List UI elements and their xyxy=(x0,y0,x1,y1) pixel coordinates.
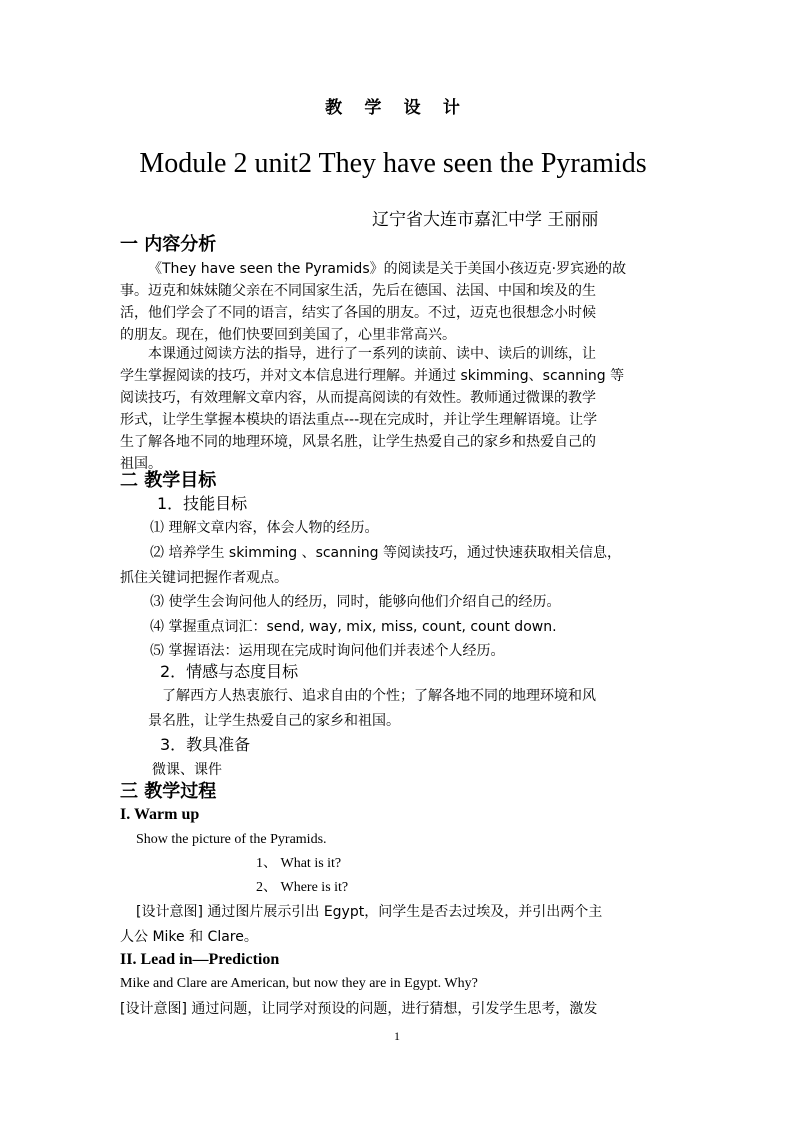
paragraph-line: 景名胜，让学生热爱自己的家乡和祖国。 xyxy=(148,713,400,729)
goal-item: ⑵ 培养学生 skimming 、scanning 等阅读技巧，通过快速获取相关信息， xyxy=(150,545,621,561)
paragraph-line: 生了解各地不同的地理环境，风景名胜，让学生热爱自己的家乡和热爱自己的 xyxy=(120,434,596,450)
paragraph-line: 了解西方人热衷旅行、追求自由的个性；了解各地不同的地理环境和风 xyxy=(162,688,596,704)
step-title-warm-up: I. Warm up xyxy=(120,806,200,823)
paragraph-line: 学生掌握阅读的技巧，并对文本信息进行理解。并通过 skimming、scanning 等 xyxy=(120,368,625,384)
section-heading-teaching-process: 三 教学过程 xyxy=(120,781,217,802)
subheading-teaching-tools: 3．教具准备 xyxy=(160,735,251,754)
section-heading-content-analysis: 一 内容分析 xyxy=(120,234,217,255)
page-number: 1 xyxy=(394,1029,400,1043)
step-text: Mike and Clare are American, but now they are in Egypt. Why? xyxy=(120,976,478,991)
goal-item: ⑸ 掌握语法：运用现在完成时询问他们并表述个人经历。 xyxy=(150,643,505,659)
step-title-lead-in: II. Lead in—Prediction xyxy=(120,951,280,968)
paragraph-line: 活，他们学会了不同的语言，结实了各国的朋友。不过，迈克也很想念小时候 xyxy=(120,305,596,321)
paragraph-line: 形式，让学生掌握本模块的语法重点---现在完成时，并让学生理解语境。让学 xyxy=(120,412,598,428)
paragraph-line: 阅读技巧，有效理解文章内容，从而提高阅读的有效性。教师通过微课的教学 xyxy=(120,390,596,406)
paragraph-line: 《They have seen the Pyramids》的阅读是关于美国小孩迈克·罗宾逊的故 xyxy=(148,261,627,277)
paragraph-line: 本课通过阅读方法的指导，进行了一系列的读前、读中、读后的训练，让 xyxy=(148,346,596,362)
subheading-emotion-goals: 2．情感与态度目标 xyxy=(160,662,299,681)
goal-item: ⑷ 掌握重点词汇：send, way, mix, miss, count, count down. xyxy=(150,619,557,635)
step-text: Show the picture of the Pyramids. xyxy=(136,832,327,847)
goal-item: ⑴ 理解文章内容，体会人物的经历。 xyxy=(150,520,379,536)
goal-item: 抓住关键词把握作者观点。 xyxy=(120,570,288,586)
document-title-en: Module 2 unit2 They have seen the Pyramids xyxy=(139,148,647,179)
question-item: 1、 What is it? xyxy=(256,856,342,871)
design-intent-line: [设计意图] 通过问题，让同学对预设的问题，进行猜想，引发学生思考，激发 xyxy=(120,1001,598,1017)
goal-item: ⑶ 使学生会询问他人的经历，同时，能够向他们介绍自己的经历。 xyxy=(150,594,561,610)
document-title-cn: 教 学 设 计 xyxy=(325,98,469,117)
section-heading-teaching-goals: 二 教学目标 xyxy=(120,470,217,491)
paragraph-line: 事。迈克和妹妹随父亲在不同国家生活，先后在德国、法国、中国和埃及的生 xyxy=(120,283,596,299)
subheading-skill-goals: 1．技能目标 xyxy=(157,494,248,513)
tools-text: 微课、课件 xyxy=(152,762,222,778)
design-intent-line: 人公 Mike 和 Clare。 xyxy=(120,929,258,945)
paragraph-line: 祖国。 xyxy=(120,456,162,472)
paragraph-line: 的朋友。现在，他们快要回到美国了，心里非常高兴。 xyxy=(120,327,456,343)
question-item: 2、 Where is it? xyxy=(256,880,349,895)
author-line: 辽宁省大连市嘉汇中学 王丽丽 xyxy=(372,210,599,230)
design-intent-line: [设计意图] 通过图片展示引出 Egypt，问学生是否去过埃及，并引出两个主 xyxy=(136,904,603,920)
